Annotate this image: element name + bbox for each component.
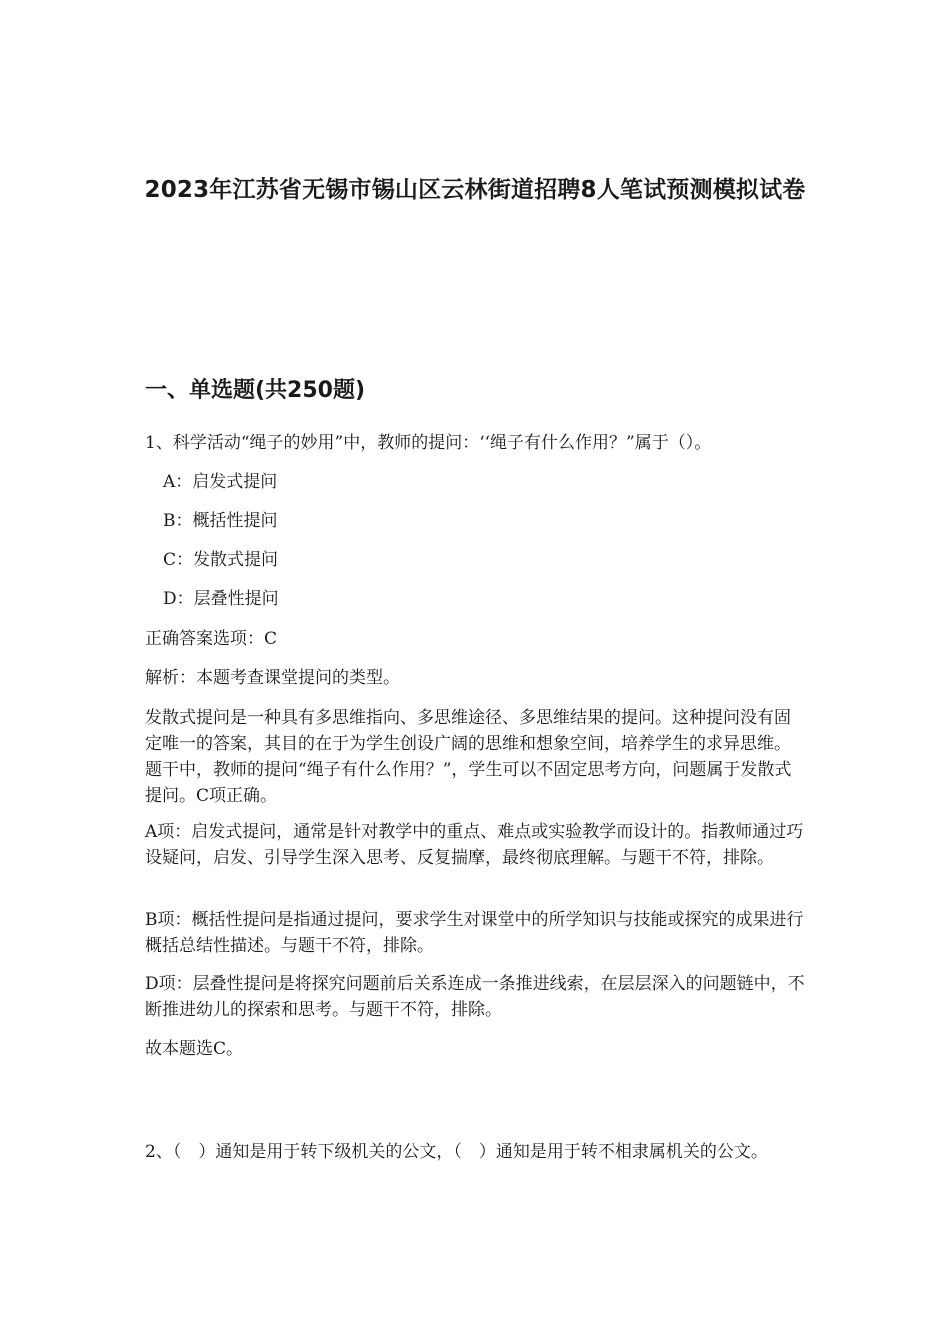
question-1-option-c: C：发散式提问: [163, 550, 279, 570]
question-1-answer: 正确答案选项：C: [145, 629, 278, 649]
question-1-analysis-intro: 解析：本题考查课堂提问的类型。: [145, 668, 400, 688]
section-heading: 一、单选题(共250题): [145, 378, 366, 403]
document-title: 2023年江苏省无锡市锡山区云林街道招聘8人笔试预测模拟试卷: [144, 177, 806, 203]
question-1-analysis-option-d: D项：层叠性提问是将探究问题前后关系连成一条推进线索，在层层深入的问题链中，不断推进幼儿的探索和思考。与题干不符，排除。: [145, 974, 805, 1020]
question-1-conclusion: 故本题选C。: [145, 1039, 244, 1059]
question-1-analysis-option-b: B项：概括性提问是指通过提问，要求学生对课堂中的所学知识与技能或探究的成果进行概括总结性描述。与题干不符，排除。: [145, 910, 804, 956]
question-1-option-b: B：概括性提问: [163, 511, 278, 531]
question-1-stem: 1、科学活动“绳子的妙用”中，教师的提问：‘‘绳子有什么作用？”属于（）。: [145, 433, 712, 453]
question-1-analysis-correct: 发散式提问是一种具有多思维指向、多思维途径、多思维结果的提问。这种提问没有固定唯一的答案，其目的在于为学生创设广阔的思维和想象空间，培养学生的求异思维。题干中，教师的提问“绳子有什么作用？”，学生可以不固定思考方向，问题属于发散式提问。C项正确。: [145, 708, 792, 806]
question-2-stem: 2、（ ）通知是用于转下级机关的公文，（ ）通知是用于转不相隶属机关的公文。: [145, 1142, 768, 1162]
question-1-option-a: A：启发式提问: [163, 472, 278, 492]
question-1-analysis-option-a: A项：启发式提问，通常是针对教学中的重点、难点或实验教学而设计的。指教师通过巧设疑问，启发、引导学生深入思考、反复揣摩，最终彻底理解。与题干不符，排除。: [145, 822, 804, 868]
question-1-option-d: D：层叠性提问: [163, 589, 279, 609]
